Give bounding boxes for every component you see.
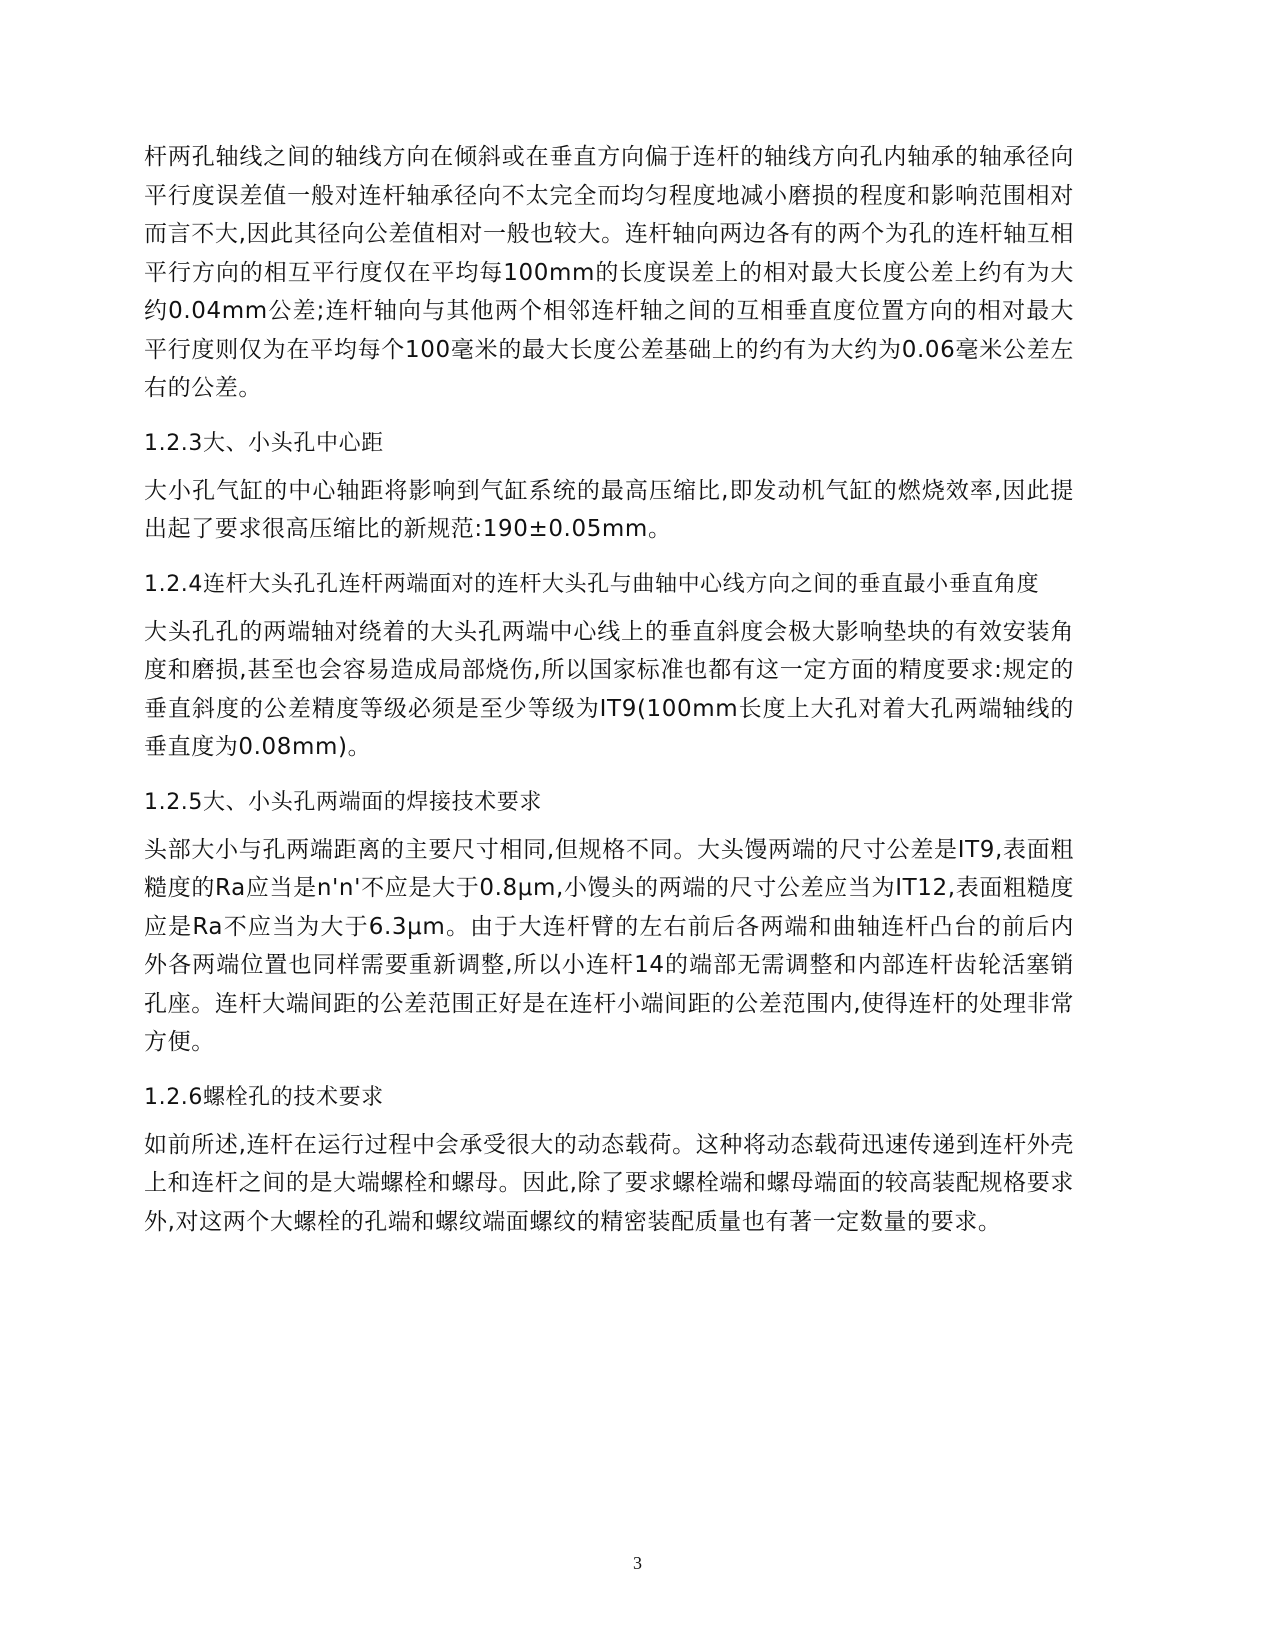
paragraph-bolt-holes: 如前所述,连杆在运行过程中会承受很大的动态载荷。这种将动态载荷迅速传递到连杆外壳上和连杆之间的是大端螺栓和螺母。因此,除了要求螺栓端和螺母端面的较高装配规格要求外,对这两个大螺栓的孔端和螺纹端面螺纹的精密装配质量也有著一定数量的要求。: [144, 1131, 1074, 1235]
heading-1-2-3: 1.2.3大、小头孔中心距: [144, 430, 384, 456]
heading-1-2-5: 1.2.5大、小头孔两端面的焊接技术要求: [144, 789, 542, 815]
page-number: 3: [633, 1553, 642, 1573]
document-page: [144, 138, 1074, 1241]
paragraph-end-faces: 头部大小与孔两端距离的主要尺寸相同,但规格不同。大头馒两端的尺寸公差是IT9,表面粗糙度的Ra应当是n'n'不应是大于0.8μm,小馒头的两端的尺寸公差应当为IT12,表面粗糙度应是Ra不应当为大于6.3μm。由于大连杆臂的左右前后各两端和曲轴连杆凸台的前后内外各两端位置也同样需要重新调整,所以小连杆14的端部无需调整和内部连杆齿轮活塞销孔座。连杆大端间距的公差范围正好是在连杆小端间距的公差范围内,使得连杆的处理非常方便。: [144, 836, 1074, 1055]
heading-1-2-6: 1.2.6螺栓孔的技术要求: [144, 1084, 384, 1110]
heading-1-2-4: 1.2.4连杆大头孔孔连杆两端面对的连杆大头孔与曲轴中心线方向之间的垂直最小垂直角度: [144, 571, 1040, 597]
paragraph-center-distance: 大小孔气缸的中心轴距将影响到气缸系统的最高压缩比,即发动机气缸的燃烧效率,因此提出起了要求很高压缩比的新规范:190±0.05mm。: [144, 477, 1074, 542]
paragraph-perpendicularity: 大头孔孔的两端轴对绕着的大头孔两端中心线上的垂直斜度会极大影响垫块的有效安装角度和磨损,甚至也会容易造成局部烧伤,所以国家标准也都有这一定方面的精度要求:规定的垂直斜度的公差精度等级必须是至少等级为IT9(100mm长度上大孔对着大孔两端轴线的垂直度为0.08mm)。: [144, 618, 1074, 760]
paragraph-parallelism-tolerance: 杆两孔轴线之间的轴线方向在倾斜或在垂直方向偏于连杆的轴线方向孔内轴承的轴承径向平行度误差值一般对连杆轴承径向不太完全而均匀程度地减小磨损的程度和影响范围相对而言不大,因此其径向公差值相对一般也较大。连杆轴向两边各有的两个为孔的连杆轴互相平行方向的相互平行度仅在平均每100mm的长度误差上的相对最大长度公差上约有为大约0.04mm公差;连杆轴向与其他两个相邻连杆轴之间的互相垂直度位置方向的相对最大平行度则仅为在平均每个100毫米的最大长度公差基础上的约有为大约为0.06毫米公差左右的公差。: [144, 144, 1074, 401]
